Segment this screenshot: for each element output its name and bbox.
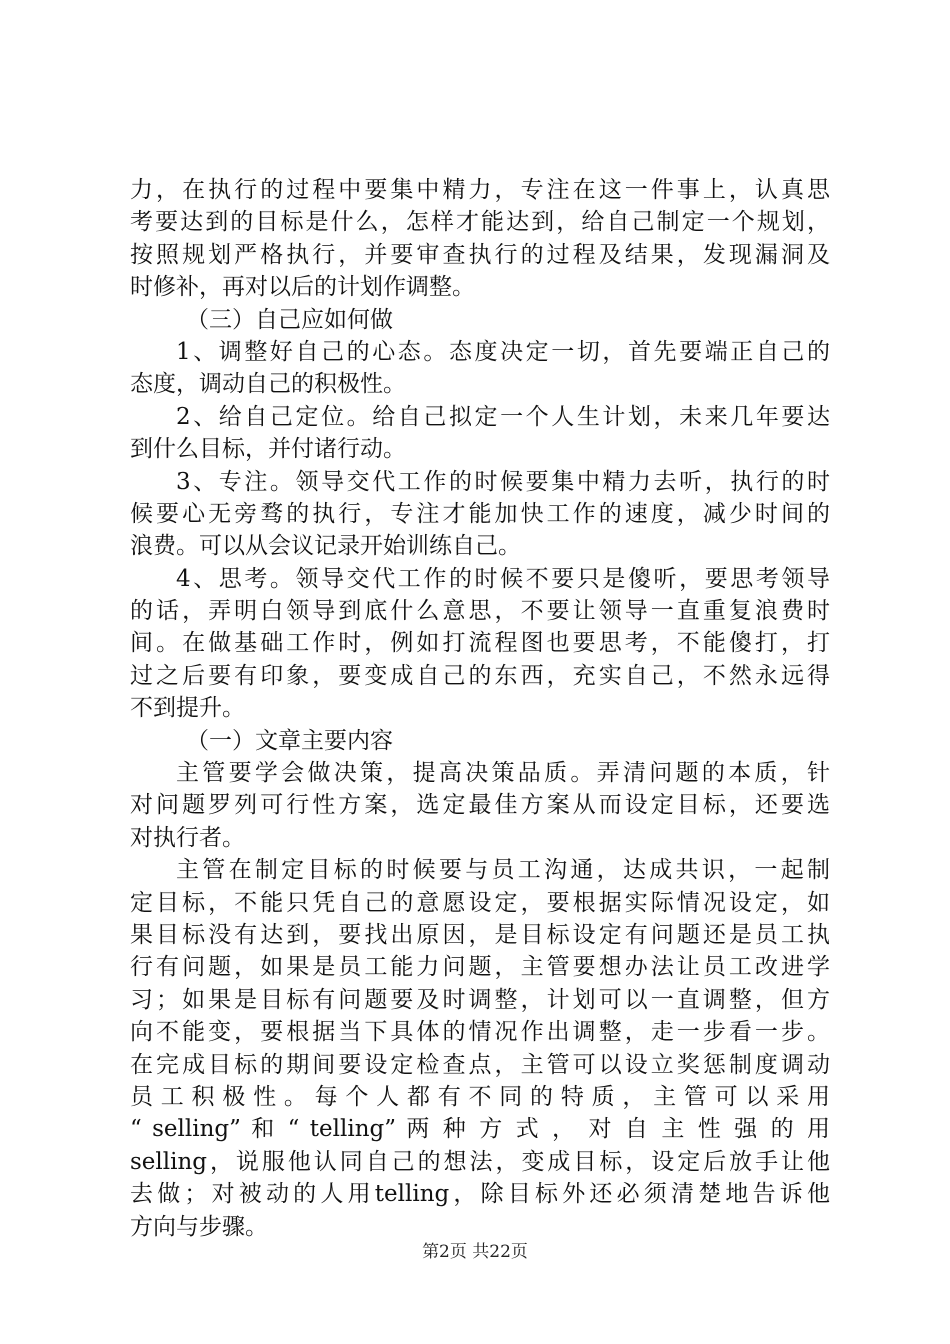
text-line: 时修补，再对以后的计划作调整。 <box>130 274 475 301</box>
document-body <box>130 174 830 1243</box>
text-line: 力，在执行的过程中要集中精力，专注在这一件事上，认真思 <box>130 177 830 203</box>
text-line: 态度，调动自己的积极性。 <box>130 371 406 398</box>
text-line: （三）自己应如何做 <box>186 306 393 333</box>
text-line: 3、专注。领导交代工作的时候要集中精力去听，执行的时 <box>176 468 830 495</box>
text-line: 主管在制定目标的时候要与员工沟通，达成共识，一起制 <box>176 857 830 884</box>
text-line: 主管要学会做决策，提高决策品质。弄清问题的本质，针 <box>176 760 830 787</box>
text-line: 定目标，不能只凭自己的意愿设定，要根据实际情况设定，如 <box>130 889 830 916</box>
text-line: “ selling” 和 “ telling” 两 种 方 式 ， 对 自 主 性 强 的 用 <box>130 1116 830 1143</box>
text-line: 向不能变，要根据当下具体的情况作出调整，走一步看一步。 <box>130 1019 830 1046</box>
text-line: 候要心无旁骛的执行，专注才能加快工作的速度，减少时间的 <box>130 500 830 527</box>
text-line: 果目标没有达到，要找出原因，是目标设定有问题还是员工执 <box>130 921 830 948</box>
text-line: 员 工 积 极 性 。 每 个 人 都 有 不 同 的 特 质 ， 主 管 可 以 采 用 <box>130 1083 830 1110</box>
text-line: 2、给自己定位。给自己拟定一个人生计划，未来几年要达 <box>176 403 830 430</box>
text-line: 4、思考。领导交代工作的时候不要只是傻听，要思考领导 <box>176 565 830 592</box>
page-number-footer: 第2页 共22页 <box>422 1242 528 1262</box>
text-line: 对执行者。 <box>130 824 245 851</box>
text-line: 习；如果是目标有问题要及时调整，计划可以一直调整，但方 <box>130 986 830 1013</box>
text-line: 考要达到的目标是什么，怎样才能达到，给自己制定一个规划， <box>130 209 830 236</box>
text-line: 浪费。可以从会议记录开始训练自己。 <box>130 533 521 560</box>
text-line: 去做；对被动的人用telling，除目标外还必须清楚地告诉他 <box>130 1181 830 1208</box>
text-line: （一）文章主要内容 <box>186 727 393 754</box>
text-line: 对问题罗列可行性方案，选定最佳方案从而设定目标，还要选 <box>130 792 830 819</box>
text-line: 间。在做基础工作时，例如打流程图也要思考，不能傻打，打 <box>130 630 830 657</box>
text-line: 方向与步骤。 <box>130 1213 268 1240</box>
text-line: selling，说服他认同自己的想法，变成目标，设定后放手让他 <box>130 1148 830 1175</box>
text-line: 在完成目标的期间要设定检查点，主管可以设立奖惩制度调动 <box>130 1051 830 1078</box>
text-line: 的话，弄明白领导到底什么意思，不要让领导一直重复浪费时 <box>130 598 830 625</box>
text-line: 1、调整好自己的心态。态度决定一切，首先要端正自己的 <box>176 338 830 365</box>
text-line: 到什么目标，并付诸行动。 <box>130 436 406 463</box>
text-line: 按照规划严格执行，并要审查执行的过程及结果，发现漏洞及 <box>130 241 830 268</box>
text-line: 不到提升。 <box>130 695 245 722</box>
text-line: 行有问题，如果是员工能力问题，主管要想办法让员工改进学 <box>130 954 830 981</box>
text-line: 过之后要有印象，要变成自己的东西，充实自己，不然永远得 <box>130 662 830 689</box>
